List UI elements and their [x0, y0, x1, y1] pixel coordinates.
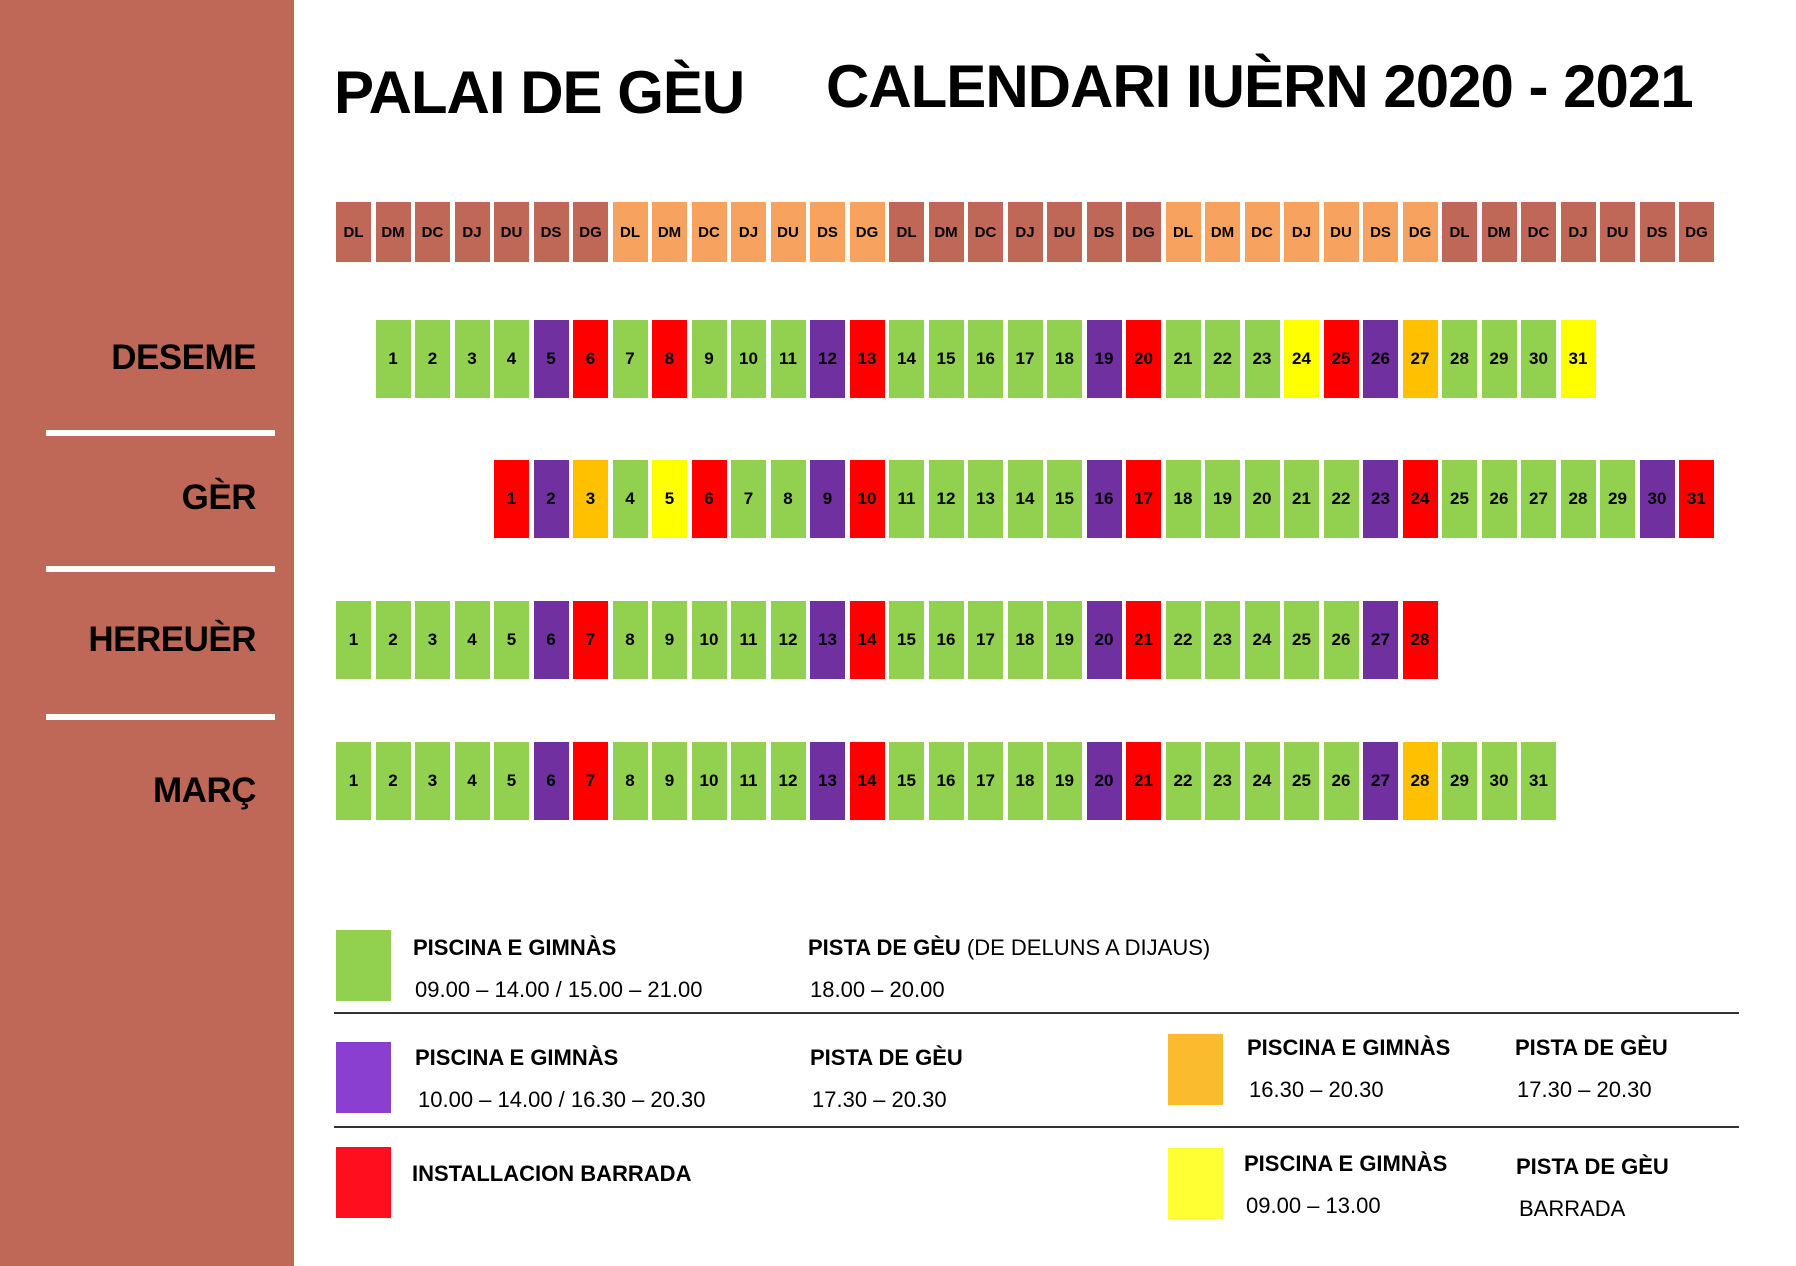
day-cell: 22: [1324, 460, 1359, 538]
day-cell: 2: [415, 320, 450, 398]
day-cell: 6: [573, 320, 608, 398]
day-cell: 12: [810, 320, 845, 398]
day-cell: 22: [1205, 320, 1240, 398]
weekday-header: DG: [573, 202, 608, 262]
day-cell: 25: [1284, 601, 1319, 679]
day-cell: 22: [1166, 601, 1201, 679]
day-cell: 15: [889, 742, 924, 820]
weekday-header: DJ: [1284, 202, 1319, 262]
weekday-header: DC: [415, 202, 450, 262]
weekday-header: DL: [889, 202, 924, 262]
legend-green-pista-note: (DE DELUNS A DIJAUS): [966, 935, 1211, 960]
day-cell: 30: [1640, 460, 1675, 538]
day-cell: 23: [1205, 742, 1240, 820]
weekday-header: DC: [1245, 202, 1280, 262]
legend-purple-pista-hours: 17.30 – 20.30: [812, 1087, 947, 1112]
day-cell: 17: [1008, 320, 1043, 398]
weekday-header: DS: [534, 202, 569, 262]
day-cell: 10: [692, 601, 727, 679]
day-cell: 3: [415, 601, 450, 679]
legend-green-pista-hours: 18.00 – 20.00: [810, 977, 945, 1002]
legend-orange-pista-label: PISTA DE GÈU: [1515, 1035, 1668, 1060]
day-cell: 9: [652, 742, 687, 820]
day-cell: 8: [613, 601, 648, 679]
day-cell: 1: [376, 320, 411, 398]
legend-orange-piscina-hours: 16.30 – 20.30: [1249, 1077, 1384, 1102]
legend-green-pista-label: PISTA DE GÈU: [808, 935, 961, 960]
day-cell: 27: [1403, 320, 1438, 398]
day-cell: 1: [494, 460, 529, 538]
day-cell: 4: [494, 320, 529, 398]
day-cell: 21: [1166, 320, 1201, 398]
month-label-deseme: DESEME: [111, 338, 256, 377]
day-cell: 25: [1324, 320, 1359, 398]
day-cell: 27: [1363, 601, 1398, 679]
day-cell: 8: [771, 460, 806, 538]
day-cell: 14: [1008, 460, 1043, 538]
day-cell: 7: [613, 320, 648, 398]
weekday-header: DM: [652, 202, 687, 262]
day-cell: 13: [810, 601, 845, 679]
weekday-header: DS: [1640, 202, 1675, 262]
legend-swatch-orange: [1168, 1034, 1223, 1105]
month-label-marc: MARÇ: [153, 771, 256, 810]
legend-red-label: INSTALLACION BARRADA: [412, 1161, 692, 1186]
legend-green-piscina-label: PISCINA E GIMNÀS: [413, 935, 617, 960]
day-cell: 2: [376, 601, 411, 679]
day-cell: 31: [1521, 742, 1556, 820]
day-cell: 24: [1284, 320, 1319, 398]
weekday-header: DC: [1521, 202, 1556, 262]
day-cell: 20: [1087, 742, 1122, 820]
day-cell: 26: [1324, 601, 1359, 679]
weekday-header: DG: [1679, 202, 1714, 262]
weekday-header: DJ: [731, 202, 766, 262]
day-cell: 12: [929, 460, 964, 538]
day-cell: 19: [1205, 460, 1240, 538]
weekday-header: DL: [1442, 202, 1477, 262]
weekday-header: DL: [1166, 202, 1201, 262]
weekday-header: DM: [1482, 202, 1517, 262]
day-cell: 15: [1047, 460, 1082, 538]
divider: [46, 430, 275, 436]
day-cell: 9: [652, 601, 687, 679]
day-cell: 12: [771, 601, 806, 679]
weekday-header: DU: [1047, 202, 1082, 262]
day-cell: 4: [455, 601, 490, 679]
legend-swatch-red: [336, 1147, 391, 1218]
weekday-header: DL: [613, 202, 648, 262]
legend-green-piscina-hours: 09.00 – 14.00 / 15.00 – 21.00: [415, 977, 703, 1002]
weekday-header: DL: [336, 202, 371, 262]
day-cell: 4: [613, 460, 648, 538]
day-cell: 24: [1403, 460, 1438, 538]
day-cell: 11: [731, 601, 766, 679]
day-cell: 19: [1047, 742, 1082, 820]
day-cell: 23: [1205, 601, 1240, 679]
day-cell: 15: [929, 320, 964, 398]
venue-title: PALAI DE GÈU: [334, 59, 745, 126]
divider: [46, 714, 275, 720]
day-cell: 27: [1363, 742, 1398, 820]
day-cell: 12: [771, 742, 806, 820]
weekday-header: DS: [1363, 202, 1398, 262]
day-cell: 2: [376, 742, 411, 820]
day-cell: 14: [889, 320, 924, 398]
legend-purple-pista-label: PISTA DE GÈU: [810, 1045, 963, 1070]
month-label-ger: GÈR: [181, 478, 256, 517]
day-cell: 6: [534, 742, 569, 820]
day-cell: 24: [1245, 601, 1280, 679]
weekday-header: DU: [1600, 202, 1635, 262]
weekday-header: DM: [1205, 202, 1240, 262]
day-cell: 3: [415, 742, 450, 820]
day-cell: 21: [1284, 460, 1319, 538]
day-cell: 6: [692, 460, 727, 538]
day-cell: 2: [534, 460, 569, 538]
legend-orange-piscina-label: PISCINA E GIMNÀS: [1247, 1035, 1451, 1060]
day-cell: 1: [336, 742, 371, 820]
day-cell: 10: [850, 460, 885, 538]
legend-divider: [334, 1012, 1739, 1014]
day-cell: 15: [889, 601, 924, 679]
day-cell: 9: [810, 460, 845, 538]
weekday-header: DC: [692, 202, 727, 262]
day-cell: 25: [1284, 742, 1319, 820]
day-cell: 18: [1047, 320, 1082, 398]
day-cell: 20: [1087, 601, 1122, 679]
day-cell: 10: [731, 320, 766, 398]
day-cell: 16: [1087, 460, 1122, 538]
day-cell: 7: [731, 460, 766, 538]
day-cell: 28: [1442, 320, 1477, 398]
day-cell: 5: [494, 742, 529, 820]
weekday-header: DM: [929, 202, 964, 262]
legend-purple-piscina-label: PISCINA E GIMNÀS: [415, 1045, 619, 1070]
day-cell: 11: [771, 320, 806, 398]
day-cell: 22: [1166, 742, 1201, 820]
calendar-title: CALENDARI IUÈRN 2020 - 2021: [826, 53, 1693, 120]
day-cell: 29: [1482, 320, 1517, 398]
day-cell: 11: [731, 742, 766, 820]
day-cell: 10: [692, 742, 727, 820]
day-cell: 13: [850, 320, 885, 398]
month-label-herauer: HEREUÈR: [88, 620, 256, 659]
day-cell: 11: [889, 460, 924, 538]
day-cell: 16: [929, 601, 964, 679]
legend-yellow-piscina-label: PISCINA E GIMNÀS: [1244, 1151, 1448, 1176]
weekday-header: DJ: [455, 202, 490, 262]
day-cell: 30: [1482, 742, 1517, 820]
day-cell: 14: [850, 601, 885, 679]
sidebar-panel: [0, 0, 294, 1266]
day-cell: 3: [573, 460, 608, 538]
weekday-header: DG: [1126, 202, 1161, 262]
weekday-header: DJ: [1561, 202, 1596, 262]
day-cell: 31: [1679, 460, 1714, 538]
legend-orange-pista-hours: 17.30 – 20.30: [1517, 1077, 1652, 1102]
legend-yellow-pista-hours: BARRADA: [1519, 1196, 1626, 1221]
day-cell: 16: [929, 742, 964, 820]
day-cell: 28: [1403, 601, 1438, 679]
legend-swatch-yellow: [1168, 1148, 1223, 1219]
day-cell: 16: [968, 320, 1003, 398]
day-cell: 14: [850, 742, 885, 820]
weekday-header: DS: [810, 202, 845, 262]
day-cell: 18: [1008, 601, 1043, 679]
day-cell: 25: [1442, 460, 1477, 538]
legend-yellow-piscina-hours: 09.00 – 13.00: [1246, 1193, 1381, 1218]
day-cell: 26: [1324, 742, 1359, 820]
legend-swatch-green: [336, 930, 391, 1001]
day-cell: 30: [1521, 320, 1556, 398]
legend-green-pista: [808, 935, 1210, 961]
weekday-header: DM: [376, 202, 411, 262]
day-cell: 4: [455, 742, 490, 820]
weekday-header: DS: [1087, 202, 1122, 262]
day-cell: 21: [1126, 742, 1161, 820]
day-cell: 18: [1008, 742, 1043, 820]
day-cell: 8: [652, 320, 687, 398]
day-cell: 17: [1126, 460, 1161, 538]
day-cell: 17: [968, 601, 1003, 679]
day-cell: 19: [1087, 320, 1122, 398]
day-cell: 5: [494, 601, 529, 679]
day-cell: 21: [1126, 601, 1161, 679]
day-cell: 7: [573, 742, 608, 820]
weekday-header: DG: [1403, 202, 1438, 262]
day-cell: 20: [1245, 460, 1280, 538]
day-cell: 5: [534, 320, 569, 398]
weekday-header: DU: [494, 202, 529, 262]
day-cell: 9: [692, 320, 727, 398]
legend-swatch-purple: [336, 1042, 391, 1113]
day-cell: 6: [534, 601, 569, 679]
legend-yellow-pista-label: PISTA DE GÈU: [1516, 1154, 1669, 1179]
day-cell: 1: [336, 601, 371, 679]
day-cell: 29: [1442, 742, 1477, 820]
day-cell: 20: [1126, 320, 1161, 398]
weekday-header: DU: [771, 202, 806, 262]
weekday-header: DG: [850, 202, 885, 262]
weekday-header: DU: [1324, 202, 1359, 262]
day-cell: 17: [968, 742, 1003, 820]
day-cell: 28: [1403, 742, 1438, 820]
day-cell: 24: [1245, 742, 1280, 820]
day-cell: 26: [1482, 460, 1517, 538]
divider: [46, 566, 275, 572]
day-cell: 18: [1166, 460, 1201, 538]
day-cell: 13: [810, 742, 845, 820]
legend-purple-piscina-hours: 10.00 – 14.00 / 16.30 – 20.30: [418, 1087, 706, 1112]
day-cell: 28: [1561, 460, 1596, 538]
day-cell: 31: [1561, 320, 1596, 398]
day-cell: 3: [455, 320, 490, 398]
day-cell: 23: [1245, 320, 1280, 398]
day-cell: 27: [1521, 460, 1556, 538]
day-cell: 13: [968, 460, 1003, 538]
day-cell: 8: [613, 742, 648, 820]
legend-divider: [334, 1126, 1739, 1128]
day-cell: 26: [1363, 320, 1398, 398]
day-cell: 19: [1047, 601, 1082, 679]
day-cell: 29: [1600, 460, 1635, 538]
day-cell: 7: [573, 601, 608, 679]
weekday-header: DJ: [1008, 202, 1043, 262]
day-cell: 23: [1363, 460, 1398, 538]
day-cell: 5: [652, 460, 687, 538]
weekday-header: DC: [968, 202, 1003, 262]
